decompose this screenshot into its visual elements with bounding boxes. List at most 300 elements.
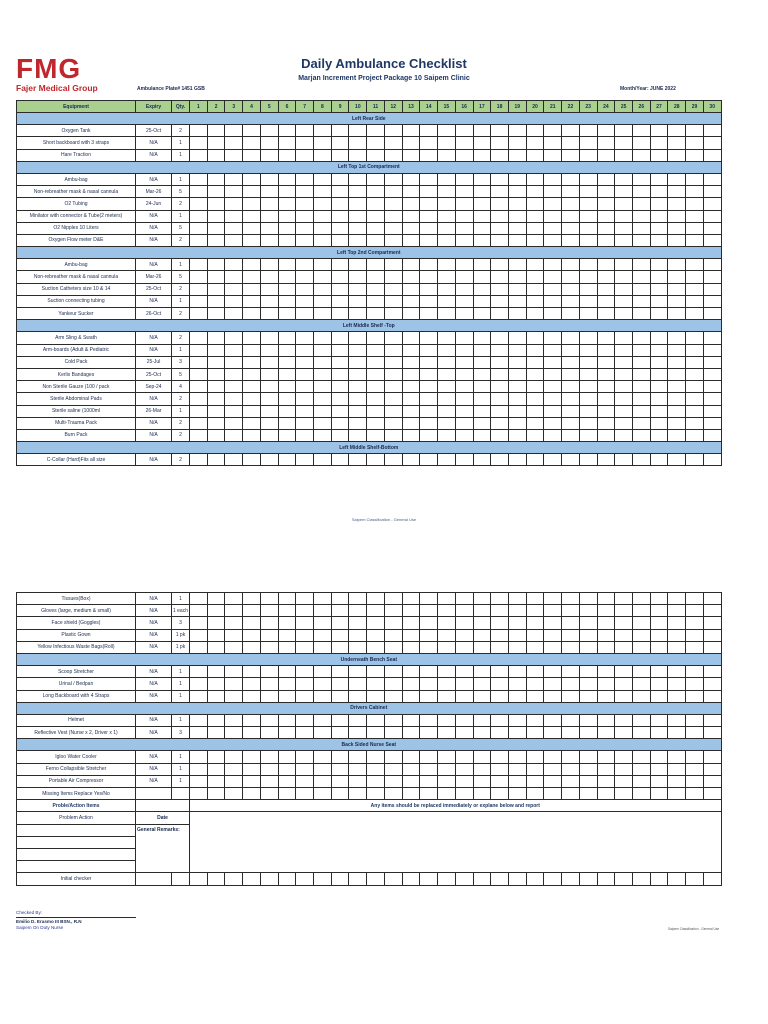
day-check-cell[interactable] <box>650 308 668 320</box>
day-check-cell[interactable] <box>384 308 402 320</box>
day-check-cell[interactable] <box>314 125 332 137</box>
day-check-cell[interactable] <box>314 381 332 393</box>
day-check-cell[interactable] <box>207 381 225 393</box>
day-check-cell[interactable] <box>225 605 243 617</box>
day-check-cell[interactable] <box>597 751 615 763</box>
day-check-cell[interactable] <box>632 259 650 271</box>
day-check-cell[interactable] <box>703 234 721 246</box>
day-check-cell[interactable] <box>686 173 704 185</box>
day-check-cell[interactable] <box>597 344 615 356</box>
day-check-cell[interactable] <box>562 714 580 726</box>
day-check-cell[interactable] <box>455 259 473 271</box>
day-check-cell[interactable] <box>544 283 562 295</box>
day-check-cell[interactable] <box>296 198 314 210</box>
day-check-cell[interactable] <box>349 149 367 161</box>
day-check-cell[interactable] <box>632 186 650 198</box>
day-check-cell[interactable] <box>207 629 225 641</box>
day-check-cell[interactable] <box>296 173 314 185</box>
day-check-cell[interactable] <box>650 690 668 702</box>
day-check-cell[interactable] <box>703 405 721 417</box>
day-check-cell[interactable] <box>668 198 686 210</box>
day-check-cell[interactable] <box>296 775 314 787</box>
day-check-cell[interactable] <box>331 344 349 356</box>
day-check-cell[interactable] <box>367 283 385 295</box>
day-check-cell[interactable] <box>579 593 597 605</box>
day-check-cell[interactable] <box>367 641 385 653</box>
day-check-cell[interactable] <box>526 393 544 405</box>
day-check-cell[interactable] <box>438 763 456 775</box>
day-check-cell[interactable] <box>402 763 420 775</box>
day-check-cell[interactable] <box>632 368 650 380</box>
day-check-cell[interactable] <box>278 259 296 271</box>
day-check-cell[interactable] <box>278 873 296 885</box>
day-check-cell[interactable] <box>615 417 633 429</box>
day-check-cell[interactable] <box>225 173 243 185</box>
day-check-cell[interactable] <box>225 283 243 295</box>
day-check-cell[interactable] <box>260 405 278 417</box>
day-check-cell[interactable] <box>314 690 332 702</box>
day-check-cell[interactable] <box>579 629 597 641</box>
day-check-cell[interactable] <box>225 149 243 161</box>
day-check-cell[interactable] <box>349 405 367 417</box>
day-check-cell[interactable] <box>544 332 562 344</box>
day-check-cell[interactable] <box>367 234 385 246</box>
day-check-cell[interactable] <box>438 429 456 441</box>
day-check-cell[interactable] <box>438 198 456 210</box>
day-check-cell[interactable] <box>314 617 332 629</box>
day-check-cell[interactable] <box>668 405 686 417</box>
day-check-cell[interactable] <box>526 344 544 356</box>
day-check-cell[interactable] <box>615 405 633 417</box>
day-check-cell[interactable] <box>296 873 314 885</box>
day-check-cell[interactable] <box>402 678 420 690</box>
day-check-cell[interactable] <box>190 629 208 641</box>
day-check-cell[interactable] <box>331 727 349 739</box>
day-check-cell[interactable] <box>207 222 225 234</box>
day-check-cell[interactable] <box>384 210 402 222</box>
day-check-cell[interactable] <box>243 429 261 441</box>
problem-input-cell[interactable] <box>17 836 136 848</box>
day-check-cell[interactable] <box>225 763 243 775</box>
day-check-cell[interactable] <box>243 210 261 222</box>
day-check-cell[interactable] <box>278 629 296 641</box>
day-check-cell[interactable] <box>579 666 597 678</box>
day-check-cell[interactable] <box>225 344 243 356</box>
day-check-cell[interactable] <box>260 641 278 653</box>
day-check-cell[interactable] <box>455 751 473 763</box>
day-check-cell[interactable] <box>650 222 668 234</box>
day-check-cell[interactable] <box>650 873 668 885</box>
day-check-cell[interactable] <box>260 393 278 405</box>
day-check-cell[interactable] <box>420 429 438 441</box>
day-check-cell[interactable] <box>384 295 402 307</box>
day-check-cell[interactable] <box>473 125 491 137</box>
day-check-cell[interactable] <box>615 678 633 690</box>
day-check-cell[interactable] <box>455 763 473 775</box>
day-check-cell[interactable] <box>225 271 243 283</box>
day-check-cell[interactable] <box>597 678 615 690</box>
day-check-cell[interactable] <box>473 429 491 441</box>
day-check-cell[interactable] <box>331 173 349 185</box>
day-check-cell[interactable] <box>544 714 562 726</box>
day-check-cell[interactable] <box>508 332 526 344</box>
day-check-cell[interactable] <box>562 381 580 393</box>
day-check-cell[interactable] <box>508 678 526 690</box>
day-check-cell[interactable] <box>278 788 296 800</box>
day-check-cell[interactable] <box>597 393 615 405</box>
day-check-cell[interactable] <box>491 198 509 210</box>
day-check-cell[interactable] <box>562 356 580 368</box>
day-check-cell[interactable] <box>615 393 633 405</box>
day-check-cell[interactable] <box>579 714 597 726</box>
day-check-cell[interactable] <box>703 186 721 198</box>
day-check-cell[interactable] <box>314 678 332 690</box>
day-check-cell[interactable] <box>544 629 562 641</box>
day-check-cell[interactable] <box>314 295 332 307</box>
day-check-cell[interactable] <box>686 775 704 787</box>
day-check-cell[interactable] <box>243 678 261 690</box>
day-check-cell[interactable] <box>225 629 243 641</box>
day-check-cell[interactable] <box>438 393 456 405</box>
day-check-cell[interactable] <box>686 137 704 149</box>
day-check-cell[interactable] <box>668 271 686 283</box>
day-check-cell[interactable] <box>349 417 367 429</box>
day-check-cell[interactable] <box>367 454 385 466</box>
day-check-cell[interactable] <box>402 295 420 307</box>
day-check-cell[interactable] <box>349 222 367 234</box>
day-check-cell[interactable] <box>686 714 704 726</box>
day-check-cell[interactable] <box>402 283 420 295</box>
day-check-cell[interactable] <box>579 405 597 417</box>
day-check-cell[interactable] <box>384 727 402 739</box>
day-check-cell[interactable] <box>632 356 650 368</box>
day-check-cell[interactable] <box>703 678 721 690</box>
day-check-cell[interactable] <box>402 234 420 246</box>
day-check-cell[interactable] <box>438 641 456 653</box>
day-check-cell[interactable] <box>207 295 225 307</box>
day-check-cell[interactable] <box>420 788 438 800</box>
day-check-cell[interactable] <box>632 775 650 787</box>
day-check-cell[interactable] <box>438 381 456 393</box>
day-check-cell[interactable] <box>526 356 544 368</box>
day-check-cell[interactable] <box>544 368 562 380</box>
day-check-cell[interactable] <box>207 308 225 320</box>
day-check-cell[interactable] <box>686 356 704 368</box>
day-check-cell[interactable] <box>420 417 438 429</box>
day-check-cell[interactable] <box>207 344 225 356</box>
day-check-cell[interactable] <box>278 295 296 307</box>
day-check-cell[interactable] <box>597 356 615 368</box>
day-check-cell[interactable] <box>367 788 385 800</box>
day-check-cell[interactable] <box>508 629 526 641</box>
day-check-cell[interactable] <box>491 210 509 222</box>
day-check-cell[interactable] <box>420 259 438 271</box>
day-check-cell[interactable] <box>367 173 385 185</box>
day-check-cell[interactable] <box>296 593 314 605</box>
day-check-cell[interactable] <box>615 222 633 234</box>
day-check-cell[interactable] <box>686 271 704 283</box>
day-check-cell[interactable] <box>207 405 225 417</box>
day-check-cell[interactable] <box>420 690 438 702</box>
day-check-cell[interactable] <box>686 186 704 198</box>
day-check-cell[interactable] <box>597 149 615 161</box>
day-check-cell[interactable] <box>508 283 526 295</box>
day-check-cell[interactable] <box>314 259 332 271</box>
day-check-cell[interactable] <box>562 271 580 283</box>
day-check-cell[interactable] <box>703 751 721 763</box>
day-check-cell[interactable] <box>278 198 296 210</box>
initial-cell[interactable] <box>172 873 190 885</box>
day-check-cell[interactable] <box>278 149 296 161</box>
day-check-cell[interactable] <box>491 308 509 320</box>
day-check-cell[interactable] <box>402 393 420 405</box>
day-check-cell[interactable] <box>190 417 208 429</box>
day-check-cell[interactable] <box>260 368 278 380</box>
day-check-cell[interactable] <box>579 429 597 441</box>
day-check-cell[interactable] <box>278 393 296 405</box>
day-check-cell[interactable] <box>278 283 296 295</box>
day-check-cell[interactable] <box>349 393 367 405</box>
day-check-cell[interactable] <box>650 678 668 690</box>
day-check-cell[interactable] <box>632 137 650 149</box>
day-check-cell[interactable] <box>314 222 332 234</box>
day-check-cell[interactable] <box>384 405 402 417</box>
day-check-cell[interactable] <box>455 381 473 393</box>
day-check-cell[interactable] <box>349 234 367 246</box>
day-check-cell[interactable] <box>367 125 385 137</box>
day-check-cell[interactable] <box>260 149 278 161</box>
day-check-cell[interactable] <box>579 210 597 222</box>
day-check-cell[interactable] <box>526 210 544 222</box>
day-check-cell[interactable] <box>686 593 704 605</box>
day-check-cell[interactable] <box>473 368 491 380</box>
day-check-cell[interactable] <box>438 454 456 466</box>
day-check-cell[interactable] <box>314 368 332 380</box>
day-check-cell[interactable] <box>544 617 562 629</box>
day-check-cell[interactable] <box>278 234 296 246</box>
day-check-cell[interactable] <box>455 690 473 702</box>
day-check-cell[interactable] <box>508 356 526 368</box>
day-check-cell[interactable] <box>491 690 509 702</box>
day-check-cell[interactable] <box>278 125 296 137</box>
day-check-cell[interactable] <box>615 666 633 678</box>
day-check-cell[interactable] <box>260 593 278 605</box>
day-check-cell[interactable] <box>526 283 544 295</box>
day-check-cell[interactable] <box>491 234 509 246</box>
day-check-cell[interactable] <box>562 751 580 763</box>
day-check-cell[interactable] <box>473 454 491 466</box>
day-check-cell[interactable] <box>491 454 509 466</box>
day-check-cell[interactable] <box>438 149 456 161</box>
day-check-cell[interactable] <box>243 259 261 271</box>
day-check-cell[interactable] <box>243 222 261 234</box>
day-check-cell[interactable] <box>632 714 650 726</box>
day-check-cell[interactable] <box>438 666 456 678</box>
day-check-cell[interactable] <box>686 210 704 222</box>
day-check-cell[interactable] <box>615 429 633 441</box>
day-check-cell[interactable] <box>402 137 420 149</box>
day-check-cell[interactable] <box>367 393 385 405</box>
day-check-cell[interactable] <box>491 763 509 775</box>
day-check-cell[interactable] <box>703 429 721 441</box>
day-check-cell[interactable] <box>384 149 402 161</box>
day-check-cell[interactable] <box>668 617 686 629</box>
day-check-cell[interactable] <box>384 617 402 629</box>
day-check-cell[interactable] <box>243 775 261 787</box>
day-check-cell[interactable] <box>508 173 526 185</box>
day-check-cell[interactable] <box>314 593 332 605</box>
day-check-cell[interactable] <box>508 393 526 405</box>
day-check-cell[interactable] <box>597 873 615 885</box>
day-check-cell[interactable] <box>190 666 208 678</box>
day-check-cell[interactable] <box>331 198 349 210</box>
day-check-cell[interactable] <box>278 417 296 429</box>
day-check-cell[interactable] <box>579 788 597 800</box>
day-check-cell[interactable] <box>455 332 473 344</box>
day-check-cell[interactable] <box>615 714 633 726</box>
initial-cell[interactable] <box>136 873 172 885</box>
day-check-cell[interactable] <box>650 149 668 161</box>
day-check-cell[interactable] <box>632 417 650 429</box>
day-check-cell[interactable] <box>278 137 296 149</box>
day-check-cell[interactable] <box>562 137 580 149</box>
day-check-cell[interactable] <box>632 873 650 885</box>
day-check-cell[interactable] <box>384 198 402 210</box>
day-check-cell[interactable] <box>225 137 243 149</box>
day-check-cell[interactable] <box>632 405 650 417</box>
day-check-cell[interactable] <box>632 332 650 344</box>
day-check-cell[interactable] <box>632 283 650 295</box>
day-check-cell[interactable] <box>314 417 332 429</box>
day-check-cell[interactable] <box>349 788 367 800</box>
day-check-cell[interactable] <box>455 222 473 234</box>
day-check-cell[interactable] <box>473 271 491 283</box>
day-check-cell[interactable] <box>544 678 562 690</box>
day-check-cell[interactable] <box>544 125 562 137</box>
day-check-cell[interactable] <box>703 283 721 295</box>
day-check-cell[interactable] <box>260 271 278 283</box>
day-check-cell[interactable] <box>703 308 721 320</box>
day-check-cell[interactable] <box>367 666 385 678</box>
day-check-cell[interactable] <box>243 593 261 605</box>
day-check-cell[interactable] <box>579 775 597 787</box>
day-check-cell[interactable] <box>331 393 349 405</box>
day-check-cell[interactable] <box>650 417 668 429</box>
day-check-cell[interactable] <box>668 234 686 246</box>
day-check-cell[interactable] <box>260 308 278 320</box>
day-check-cell[interactable] <box>562 690 580 702</box>
day-check-cell[interactable] <box>508 308 526 320</box>
day-check-cell[interactable] <box>526 198 544 210</box>
day-check-cell[interactable] <box>207 198 225 210</box>
day-check-cell[interactable] <box>367 344 385 356</box>
day-check-cell[interactable] <box>579 198 597 210</box>
day-check-cell[interactable] <box>473 629 491 641</box>
day-check-cell[interactable] <box>455 641 473 653</box>
day-check-cell[interactable] <box>668 344 686 356</box>
day-check-cell[interactable] <box>579 617 597 629</box>
day-check-cell[interactable] <box>544 356 562 368</box>
day-check-cell[interactable] <box>331 381 349 393</box>
day-check-cell[interactable] <box>367 714 385 726</box>
day-check-cell[interactable] <box>544 775 562 787</box>
day-check-cell[interactable] <box>632 198 650 210</box>
day-check-cell[interactable] <box>491 344 509 356</box>
day-check-cell[interactable] <box>331 234 349 246</box>
day-check-cell[interactable] <box>473 788 491 800</box>
day-check-cell[interactable] <box>420 873 438 885</box>
day-check-cell[interactable] <box>225 332 243 344</box>
day-check-cell[interactable] <box>438 332 456 344</box>
day-check-cell[interactable] <box>650 259 668 271</box>
day-check-cell[interactable] <box>420 308 438 320</box>
day-check-cell[interactable] <box>703 295 721 307</box>
day-check-cell[interactable] <box>260 605 278 617</box>
day-check-cell[interactable] <box>668 332 686 344</box>
day-check-cell[interactable] <box>579 751 597 763</box>
day-check-cell[interactable] <box>331 714 349 726</box>
day-check-cell[interactable] <box>278 617 296 629</box>
day-check-cell[interactable] <box>615 137 633 149</box>
day-check-cell[interactable] <box>384 393 402 405</box>
day-check-cell[interactable] <box>207 271 225 283</box>
day-check-cell[interactable] <box>243 727 261 739</box>
day-check-cell[interactable] <box>526 149 544 161</box>
day-check-cell[interactable] <box>384 137 402 149</box>
day-check-cell[interactable] <box>455 149 473 161</box>
day-check-cell[interactable] <box>296 429 314 441</box>
day-check-cell[interactable] <box>296 186 314 198</box>
day-check-cell[interactable] <box>438 137 456 149</box>
day-check-cell[interactable] <box>349 666 367 678</box>
day-check-cell[interactable] <box>615 271 633 283</box>
day-check-cell[interactable] <box>384 593 402 605</box>
day-check-cell[interactable] <box>314 605 332 617</box>
day-check-cell[interactable] <box>190 763 208 775</box>
day-check-cell[interactable] <box>597 788 615 800</box>
day-check-cell[interactable] <box>455 344 473 356</box>
day-check-cell[interactable] <box>703 344 721 356</box>
day-check-cell[interactable] <box>686 417 704 429</box>
day-check-cell[interactable] <box>526 234 544 246</box>
day-check-cell[interactable] <box>473 751 491 763</box>
day-check-cell[interactable] <box>314 666 332 678</box>
day-check-cell[interactable] <box>225 429 243 441</box>
day-check-cell[interactable] <box>314 714 332 726</box>
day-check-cell[interactable] <box>349 690 367 702</box>
day-check-cell[interactable] <box>544 788 562 800</box>
day-check-cell[interactable] <box>508 198 526 210</box>
day-check-cell[interactable] <box>260 617 278 629</box>
day-check-cell[interactable] <box>615 690 633 702</box>
day-check-cell[interactable] <box>420 405 438 417</box>
day-check-cell[interactable] <box>420 393 438 405</box>
day-check-cell[interactable] <box>349 186 367 198</box>
day-check-cell[interactable] <box>438 690 456 702</box>
day-check-cell[interactable] <box>331 259 349 271</box>
day-check-cell[interactable] <box>544 454 562 466</box>
day-check-cell[interactable] <box>243 763 261 775</box>
day-check-cell[interactable] <box>278 308 296 320</box>
day-check-cell[interactable] <box>384 678 402 690</box>
day-check-cell[interactable] <box>491 368 509 380</box>
day-check-cell[interactable] <box>686 727 704 739</box>
day-check-cell[interactable] <box>207 727 225 739</box>
day-check-cell[interactable] <box>225 198 243 210</box>
day-check-cell[interactable] <box>314 332 332 344</box>
day-check-cell[interactable] <box>207 666 225 678</box>
day-check-cell[interactable] <box>703 125 721 137</box>
